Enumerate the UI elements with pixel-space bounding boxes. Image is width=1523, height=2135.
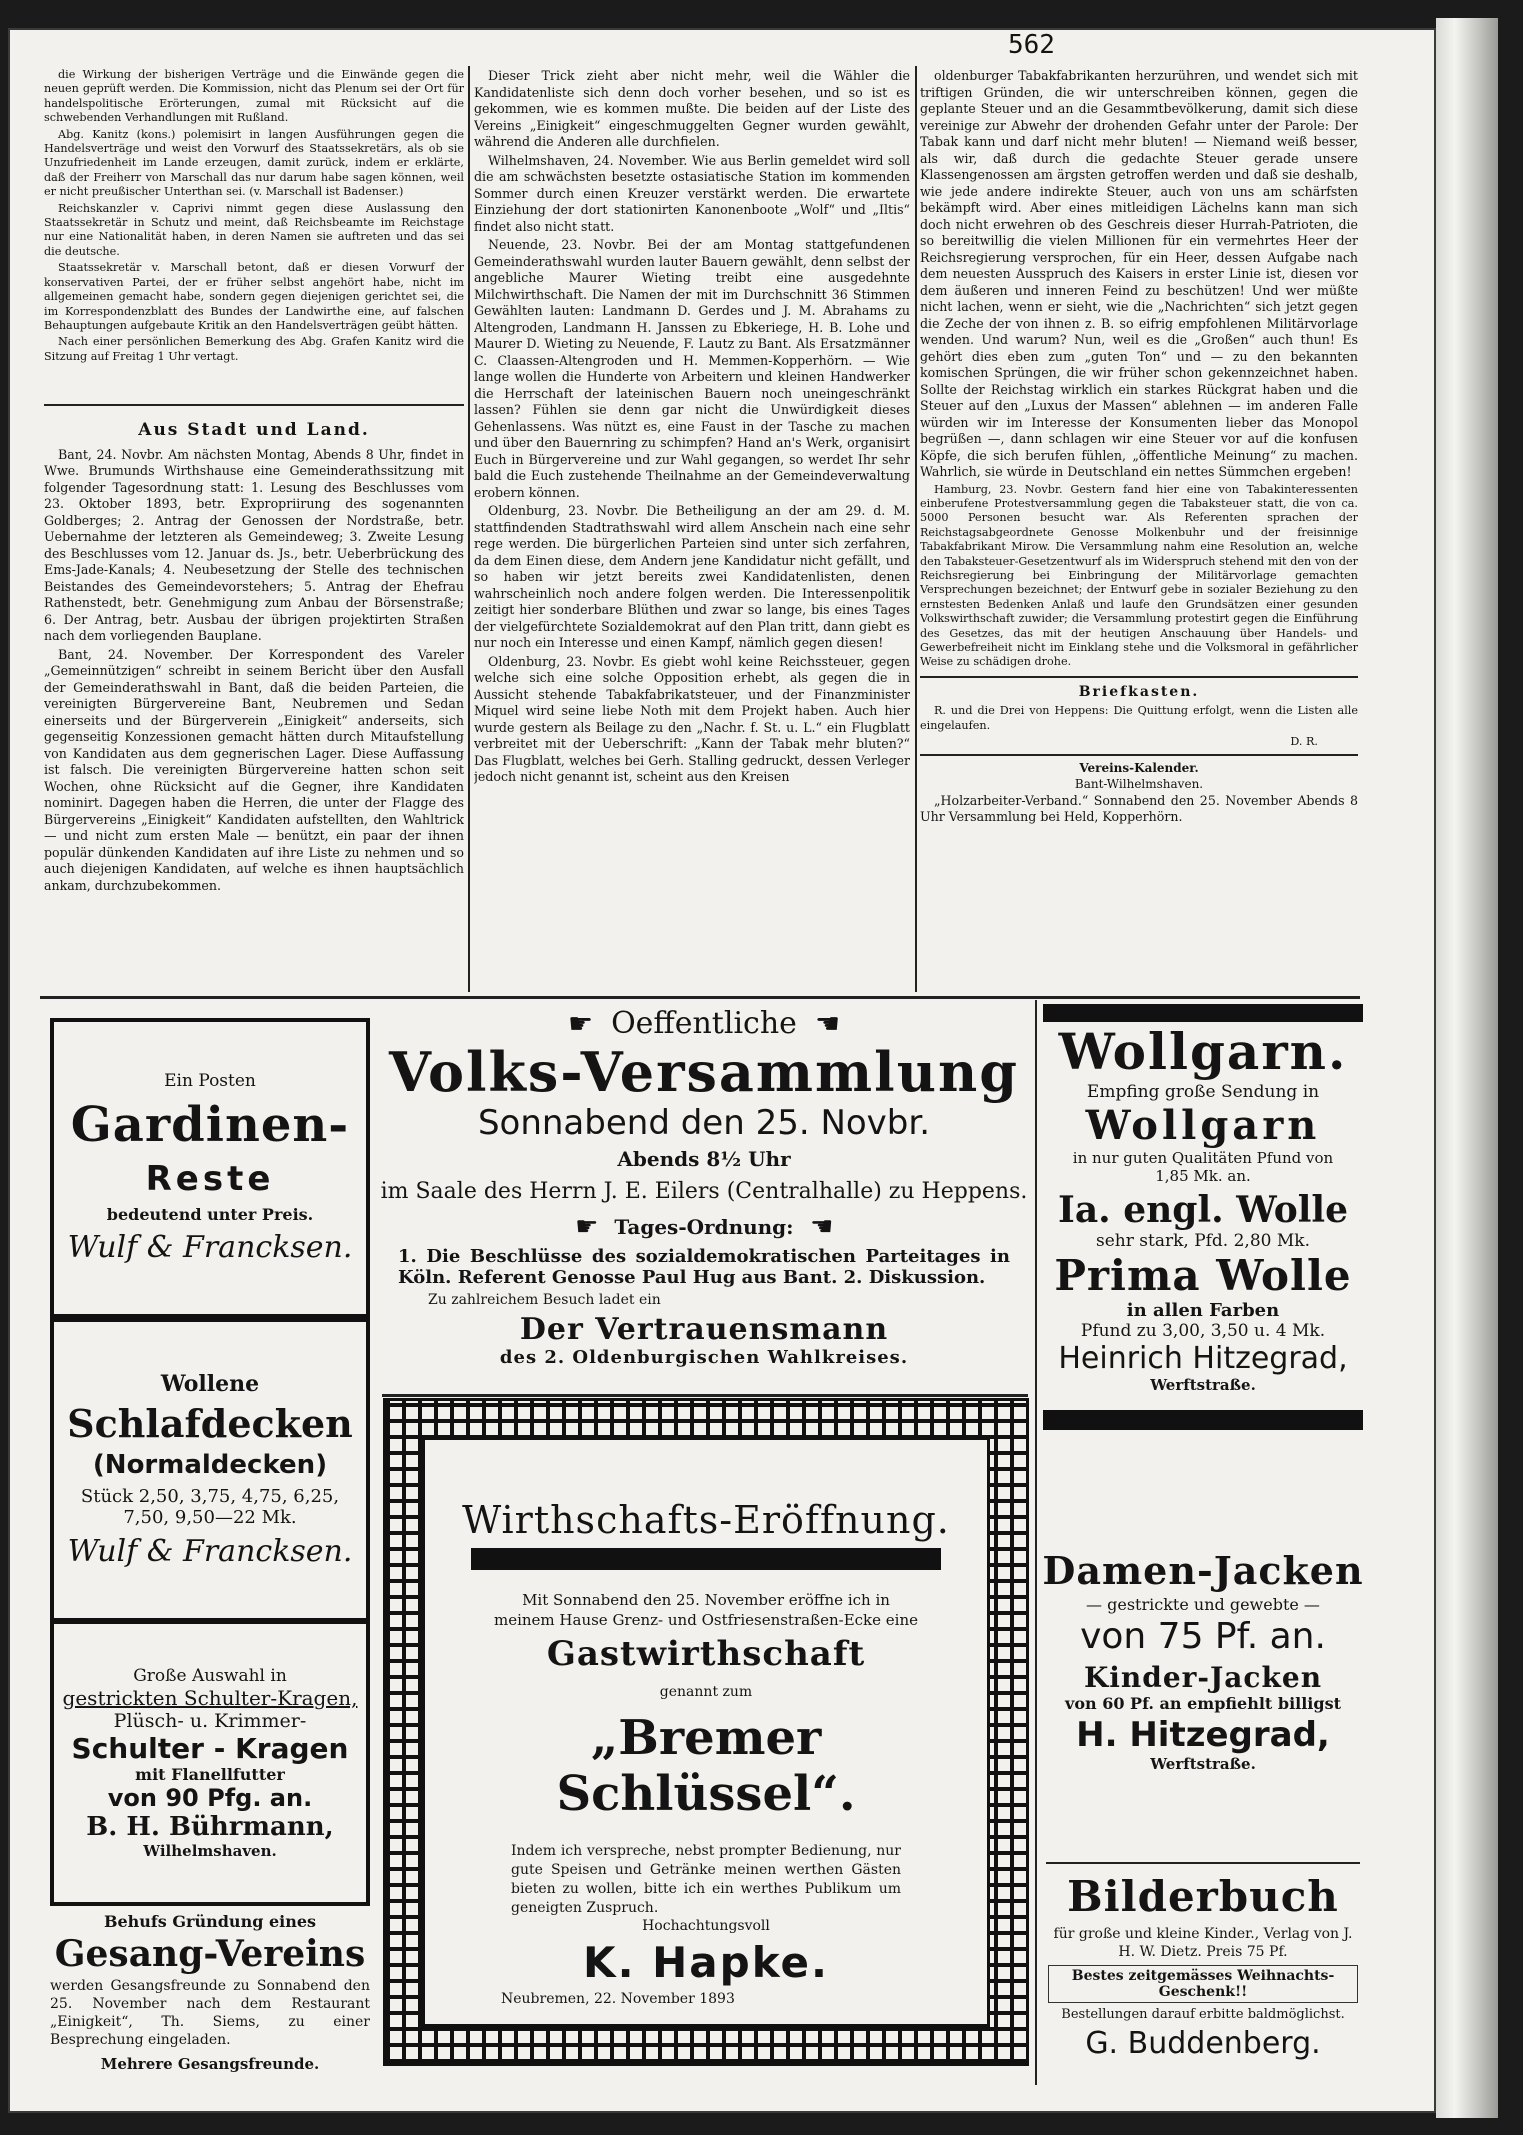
ad-text: Zu zahlreichem Besuch ladet ein xyxy=(428,1292,661,1308)
ad-headline: Wollgarn. xyxy=(1058,1022,1348,1081)
ad-text: Werftstraße. xyxy=(1150,1376,1256,1394)
book-spine xyxy=(1436,18,1498,2118)
ad-rule xyxy=(382,1394,1028,1397)
article-para: Neuende, 23. Novbr. Bei der am Montag stattgefundenen Gemeinderathswahl wurden lauter Bauern gewählt, denn selbst der angebliche Maurer Wieting treibt eine ausgedehnte Milchwirthschaft. Die Namen der mit im Durchschnitt 36 Stimmen Gewählten lauten: Landmann D. Gerdes und J. M. Abrahams zu Altengroden, Landmann H. Janssen zu Ebkeriege, H. B. Lohe und Maurer D. Wieting zu Neuende, F. Lautz zu Bant. Als Ersatzmänner C. Claassen-Altengroden und H. Memmen-Kopperhörn. — Wie lange wollen die Hunderte von Arbeitern und kleinen Handwerker die Herrschaft der lateinischen Bauern noch uneingeschränkt lassen? Fühlen sie denn gar nicht die Unwürdigkeit dieses Gehenlassens. Was nützt es, eine Faust in der Tasche zu machen und über den Bauernring zu schimpfen? Hand an's Werk, organisirt Euch in Bürgervereine und zur Wahl gegangen, so werdet Ihr sehr bald die Euch zustehende Theilnahme an der Gemeindeverwaltung erobern können. xyxy=(474,237,910,500)
article-para: Abg. Kanitz (kons.) polemisirt in langen Ausführungen gegen die Handelsverträge und weist den Vorwurf des Staatssekretärs, als ob sie Unzufriedenheit im Lande erzeugen, damit zurück, indem er erklärte, daß der Freiherr von Marschall das nur darum habe sagen können, weil er nicht preußischer Unterthan sei. (v. Marschall ist Badenser.) xyxy=(44,127,464,199)
ad-wollgarn xyxy=(1040,1004,1366,1430)
section-rule xyxy=(44,404,464,406)
ad-damen-jacken xyxy=(1040,1548,1366,1773)
ad-gesang-verein xyxy=(50,1912,370,2073)
ad-headline: Prima Wolle xyxy=(1054,1251,1352,1300)
ad-headline: Reste xyxy=(145,1159,275,1199)
article-para: Oldenburg, 23. Novbr. Die Betheiligung an der am 29. d. M. stattfindenden Stadtrathswahl wird allem Anschein nach eine sehr rege werden. Die bürgerlichen Parteien sind unter sich zerfahren, da dem Einen diese, dem Andern jene Kandidatur nicht gefällt, und so haben wir jetzt bereits zwei Kandidatenlisten, denen wahrscheinlich noch andere folgen werden. Die Interessenpolitik zeitigt hier sonderbare Blüthen und zwar so lange, bis eines Tages der vielgefürchtete Sozialdemokrat auf den Plan tritt, dann giebt es nur noch ein Interesse und einen Kampf, nämlich gegen diesen! xyxy=(474,503,910,650)
rule xyxy=(920,754,1358,756)
black-bar xyxy=(1043,1004,1363,1022)
pointing-hand-icon: ☛ xyxy=(575,1212,599,1242)
ad-text: von 90 Pfg. an. xyxy=(107,1784,313,1812)
section-heading: Aus Stadt und Land. xyxy=(138,420,370,440)
ad-text: Plüsch- u. Krimmer- xyxy=(113,1710,307,1732)
ad-signature: Der Vertrauensmann xyxy=(519,1312,889,1347)
ad-text: für große und kleine Kinder., Verlag von J. H. W. Dietz. Preis 75 Pf. xyxy=(1053,1926,1353,1960)
column-2 xyxy=(474,68,910,994)
pointing-hand-icon: ☛ xyxy=(809,1212,833,1242)
briefkasten-heading: Briefkasten. xyxy=(1078,683,1200,700)
ad-text: im Saale des Herrn J. E. Eilers (Centralhalle) zu Heppens. xyxy=(380,1179,1028,1204)
ad-signature: K. Hapke. xyxy=(583,1938,829,1987)
article-para: die Wirkung der bisherigen Verträge und die Einwände gegen die neuen geprüft werden. Die Kommission, nicht das Plenum sei der Ort für handelspolitische Erörterungen, zumal mit Rücksicht auf die schwebenden Verhandlungen mit Rußland. xyxy=(44,68,464,125)
article-para: Oldenburg, 23. Novbr. Es giebt wohl keine Reichssteuer, gegen welche sich eine solche Opposition erhebt, als gegen die in Aussicht stehende Tabakfabrikatsteuer, und der Finanzminister Miquel wird seine liebe Noth mit dem Projekt haben. Auch hier wurde gestern als Beilage zu den „Nachr. f. St. u. L.“ ein Flugblatt verbreitet mit der Ueberschrift: „Kann der Tabak mehr bluten?“ Das Flugblatt, welches bei Gerh. Stalling gedruckt, dessen Verleger jedoch nicht genannt ist, scheint aus den Kreisen xyxy=(474,653,910,784)
article-para: Staatssekretär v. Marschall betont, daß er diesen Vorwurf der konservativen Partei, der er früher selbst angehört habe, nicht im allgemeinen gemacht habe, sondern gegen diejenigen gerichtet sei, die im Korrespondenzblatt des Bundes der Landwirthe eine, auf falschen Behauptungen aufgebaute Kritik an den Handelsverträgen geübt hätten. xyxy=(44,261,464,332)
ad-text: Wilhelmshaven. xyxy=(143,1842,277,1860)
ad-headline: Wollgarn xyxy=(1085,1102,1321,1149)
ad-headline: Gastwirthschaft xyxy=(546,1634,866,1674)
ad-text: mit Flanellfutter xyxy=(135,1765,285,1784)
ad-text: Behufs Gründung eines xyxy=(103,1912,317,1931)
ad-text: Pfund zu 3,00, 3,50 u. 4 Mk. xyxy=(1080,1321,1326,1341)
vereins-heading: Vereins-Kalender. xyxy=(1079,760,1199,775)
vereins-text: „Holzarbeiter-Verband.“ Sonnabend den 25. November Abends 8 Uhr Versammlung bei Held, Kopperhörn. xyxy=(920,792,1358,824)
ad-headline: Kinder-Jacken xyxy=(1083,1661,1323,1694)
ad-wirthschaft xyxy=(422,1437,990,2027)
ad-text: Hochachtungsvoll xyxy=(642,1918,770,1934)
ad-signature: Wulf & Francksen. xyxy=(67,1534,353,1569)
ad-text: Abends 8½ Uhr xyxy=(617,1147,791,1171)
ad-text: des 2. Oldenburgischen Wahlkreises. xyxy=(499,1347,909,1368)
rule xyxy=(920,676,1358,678)
ad-headline: von 75 Pf. an. xyxy=(1080,1616,1326,1657)
ad-text: gestrickten Schulter-Kragen, xyxy=(62,1686,358,1710)
ad-text: Bestellungen darauf erbitte baldmöglichst. xyxy=(1061,2007,1345,2022)
ad-bilderbuch xyxy=(1040,1872,1366,2061)
ad-volks-versammlung xyxy=(378,1006,1030,1368)
article-para: Wilhelmshaven, 24. November. Wie aus Berlin gemeldet wird soll die am schwächsten besetzte ostasiatische Station im kommenden Sommer durch einen Kreuzer verstärkt werden. Die erwartete Einziehung der dort stationirten Kanonenboote „Wolf“ und „Iltis“ findet also nicht statt. xyxy=(474,152,910,234)
briefkasten-sign: D. R. xyxy=(1290,735,1318,749)
ad-text: Ein Posten xyxy=(164,1071,256,1091)
ad-text: von 60 Pf. an empfiehlt billigst xyxy=(1065,1694,1341,1713)
ad-signature: Mehrere Gesangsfreunde. xyxy=(100,2055,320,2073)
column-rule xyxy=(915,66,917,992)
ad-gardinen xyxy=(50,1018,370,1318)
article-para: Reichskanzler v. Caprivi nimmt gegen diese Auslassung den Staatssekretär in Schutz und meint, daß Reichsbeamte im Reichstage nur eine Nationalität haben, in deren Namen sie auftreten und das sei die deutsche. xyxy=(44,201,464,258)
article-para: Bant, 24. November. Der Korrespondent des Vareler „Gemeinnützigen“ schreibt in seinem Bericht über den Ausfall der Gemeinderathswahl in Bant, daß die beiden Parteien, die vereinigten Bürgervereine Bant, Neubremen und Sedan einerseits und der Bürgerverein „Einigkeit“ anderseits, sich gegenseitig Konzessionen gemacht hätten durch Mitaufstellung von Kandidaten aus dem gegnerischen Lager. Diese Auffassung ist falsch. Die vereinigten Bürgervereine hatten schon seit Wochen, ohne Rücksicht auf die Gegner, ihre Kandidaten nominirt. Dagegen haben die Herren, die unter der Flagge des Bürgervereins „Einigkeit“ Kandidaten aufstellten, den Wahltrick — und nicht zum ersten Male — benützt, ein paar der ihnen populär dünkenden Kandidaten auf ihre Liste zu nehmen und so auch diejenigen Kandidaten, auf welche es ihnen hauptsächlich ankam, durchzubekommen. xyxy=(44,646,464,893)
ad-text: Empfing große Sendung in xyxy=(1086,1082,1320,1102)
briefkasten-text: R. und die Drei von Heppens: Die Quittung erfolgt, wenn die Listen alle eingelaufen. xyxy=(920,704,1358,732)
column-1-bottom xyxy=(44,412,464,994)
ad-signature: H. Hitzegrad, xyxy=(1076,1715,1330,1755)
ads-column-rule xyxy=(1035,1000,1037,2085)
ad-headline: Volks-Versammlung xyxy=(389,1040,1019,1104)
ad-headline: Gardinen- xyxy=(70,1097,350,1153)
black-bar xyxy=(471,1548,941,1570)
ad-kragen xyxy=(50,1620,370,1906)
ad-text: genannt zum xyxy=(659,1684,753,1700)
ad-text: Stück 2,50, 3,75, 4,75, 6,25, 7,50, 9,50—22 Mk. xyxy=(80,1486,340,1528)
ad-signature: G. Buddenberg. xyxy=(1085,2026,1321,2061)
article-para: oldenburger Tabakfabrikanten herzurühren, und wendet sich mit triftigen Gründen, die wir unterschreiben können, gegen die geplante Steuer und an die Gesammtbevölkerung, damit sich diese vereinige zur Abwehr der drohenden Gefahr unter der Parole: Der Tabak kann und darf nicht mehr bluten! — Niemand weiß besser, als wir, daß durch die gedachte Steuer gerade unsere Klassengenossen am ärgsten getroffen werden und daß sie deshalb, wie jede andere indirekte Steuer, auch von uns am schärfsten bekämpft wird. Aber eines mitleidigen Lächelns kann man sich doch nicht erwehren ob des Geschreis dieser Hurrah-Patrioten, die so bereitwillig die vielen Millionen für ein vermehrtes Heer der Reichsregierung versprochen, für ein Heer, dessen Aufgabe nach dem neuesten Ausspruch des Kaisers in erster Linie ist, diesen vor dem äußeren und inneren Feind zu beschützen! Und wer müßte nicht lachen, wenn er sieht, wie die „Nachrichten“ sich jetzt gegen die Zeche der von ihnen z. B. so eifrig empfohlenen Militärvorlage wenden. Und warum? Nun, weil es die „Großen“ auch thun! Es gehört dies eben zum „guten Ton“ und — zu den bekannten komischen Sprüngen, die wir früher schon gekennzeichnet haben. Sollte der Reichstag wirklich ein starkes Rückgrat haben und die Steuer auf den „Luxus der Massen“ ablehnen — im anderen Falle würden wir im Interesse der Konsumenten lieber das Monopol begrüßen —, dann schlagen wir eine Steuer vor auf die konfusen Köpfe, die sich berufen fühlen, „öffentliche Meinung“ zu machen. Wahrlich, sie würde in Deutschland ein nettes Sümmchen ergeben! xyxy=(920,68,1358,479)
ad-headline: „Bremer Schlüssel“. xyxy=(556,1710,856,1822)
ad-headline: Gesang-Vereins xyxy=(54,1933,366,1975)
ad-text: Oeffentliche xyxy=(611,1006,797,1041)
pointing-hand-icon: ☛ xyxy=(814,1007,841,1040)
ad-text: bedeutend unter Preis. xyxy=(106,1205,314,1224)
ad-headline: Wirthschafts-Eröffnung. xyxy=(462,1498,950,1542)
article-para: Hamburg, 23. Novbr. Gestern fand hier eine von Tabakinteressenten einberufene Protestversammlung gegen die Tabaksteuer statt, die von ca. 5000 Personen besucht war. Als Referenten sprachen der Reichstagsabgeordnete Genosse Molkenbuhr und der freisinnige Tabakfabrikant Mirow. Die Versammlung nahm eine Resolution an, welche den Tabaksteuer-Gesetzentwurf als im Widerspruch stehend mit den von der Reichsregierung bei Einbringung der Militärvorlage gemachten Versprechungen bezeichnet; der Entwurf gebe in sozialer Beziehung zu den ernstesten Bedenken Anlaß und laufe den Grundsätzen einer gesunden Volkswirthschaft zuwider; die Versammlung protestirt gegen die Einführung des Gesetzes, das mit der heutigen Anschauung über Handels- und Gewerbefreiheit nicht im Einklang stehe und die Volksmoral in gefährlicher Weise zu schädigen drohe. xyxy=(920,482,1358,669)
ad-text: Große Auswahl in xyxy=(133,1666,287,1686)
ad-text: Werftstraße. xyxy=(1150,1755,1256,1773)
ad-text: 1. Die Beschlüsse des sozialdemokratischen Parteitages in Köln. Referent Genosse Paul Hug aus Bant. 2. Diskussion. xyxy=(398,1246,1010,1288)
ad-schlafdecken xyxy=(50,1318,370,1622)
ad-text: Wollene xyxy=(160,1371,260,1397)
article-para: Bant, 24. Novbr. Am nächsten Montag, Abends 8 Uhr, findet in Wwe. Brumunds Wirthshause eine Gemeinderathssitzung mit folgender Tagesordnung statt: 1. Lesung des Beschlusses vom 23. Oktober 1893, betr. Expropriirung des sogenannten Goldberges; 2. Antrag der Genossen der Nordstraße, betr. Uebernahme der letzteren als Gemeindeweg; 3. Zweite Lesung des Beschlusses vom 12. Januar ds. Js., betr. Ueberbrückung des Ems-Jade-Kanals; 4. Neubesetzung der Stelle des technischen Beistandes des Gemeindevorstehers; 5. Antrag der Ehefrau Rathenstedt, betr. Genehmigung zum Anbau der Börsenstraße; 6. Der Antrag, betr. Ausbau der übrigen projektirten Straßen nach dem vorliegenden Bauplane. xyxy=(44,446,464,643)
ad-headline: Damen-Jacken xyxy=(1042,1548,1364,1593)
black-bar xyxy=(1043,1410,1363,1430)
ad-text: Mit Sonnabend den 25. November eröffne ich in meinem Hause Grenz- und Ostfriesenstraßen-Ecke eine xyxy=(494,1591,918,1629)
vereins-place: Bant-Wilhelmshaven. xyxy=(1074,777,1204,791)
meander-border xyxy=(383,1398,1029,2066)
ad-headline: Schlafdecken xyxy=(67,1401,353,1446)
ad-text: werden Gesangsfreunde zu Sonnabend den 25. November nach dem Restaurant „Einigkeit“, Th. Siems, zu einer Besprechung eingeladen. xyxy=(50,1978,370,2048)
ad-headline: Schulter - Kragen xyxy=(71,1732,349,1765)
article-para: Dieser Trick zieht aber nicht mehr, weil die Wähler die Kandidatenliste sich denn doch vorher besehen, und so ist es gekommen, wie es kommen mußte. Die beiden auf der Liste des Vereins „Einigkeit“ eingeschmuggelten Gegner wurden gewählt, während die Anderen alle durchfielen. xyxy=(474,68,910,149)
ads-top-rule xyxy=(40,996,1360,999)
ad-text: in nur guten Qualitäten Pfund von 1,85 Mk. an. xyxy=(1072,1149,1334,1185)
ad-text: — gestrickte und gewebte — xyxy=(1086,1595,1320,1614)
page-number: 562 xyxy=(1008,30,1055,60)
column-1-top xyxy=(44,68,464,398)
ad-text: Neubremen, 22. November 1893 xyxy=(501,1991,735,2007)
ad-text: Tages-Ordnung: xyxy=(614,1215,794,1239)
ad-text: in allen Farben xyxy=(1126,1300,1280,1321)
ad-headline: (Normaldecken) xyxy=(92,1450,328,1480)
ad-text: Indem ich verspreche, nebst prompter Bedienung, nur gute Speisen und Getränke meinen werthen Gästen bieten zu wollen, bitte ich ein werthes Publikum um geneigten Zuspruch. xyxy=(511,1843,901,1916)
ad-signature: B. H. Bührmann, xyxy=(86,1812,334,1842)
article-para: Nach einer persönlichen Bemerkung des Abg. Grafen Kanitz wird die Sitzung auf Freitag 1 Uhr vertagt. xyxy=(44,335,464,363)
ad-signature: Heinrich Hitzegrad, xyxy=(1058,1341,1348,1376)
ad-text: sehr stark, Pfd. 2,80 Mk. xyxy=(1096,1231,1310,1251)
ad-rule xyxy=(1046,1862,1360,1864)
ad-text: Sonnabend den 25. Novbr. xyxy=(477,1103,931,1143)
pointing-hand-icon: ☛ xyxy=(567,1007,594,1040)
ad-text: Bestes zeitgemässes Weihnachts-Geschenk!! xyxy=(1048,1965,1358,2003)
ad-headline: Ia. engl. Wolle xyxy=(1058,1189,1348,1231)
ad-signature: Wulf & Francksen. xyxy=(67,1230,353,1265)
ad-headline: Bilderbuch xyxy=(1067,1872,1339,1921)
column-3 xyxy=(920,68,1358,994)
column-rule xyxy=(468,66,470,992)
